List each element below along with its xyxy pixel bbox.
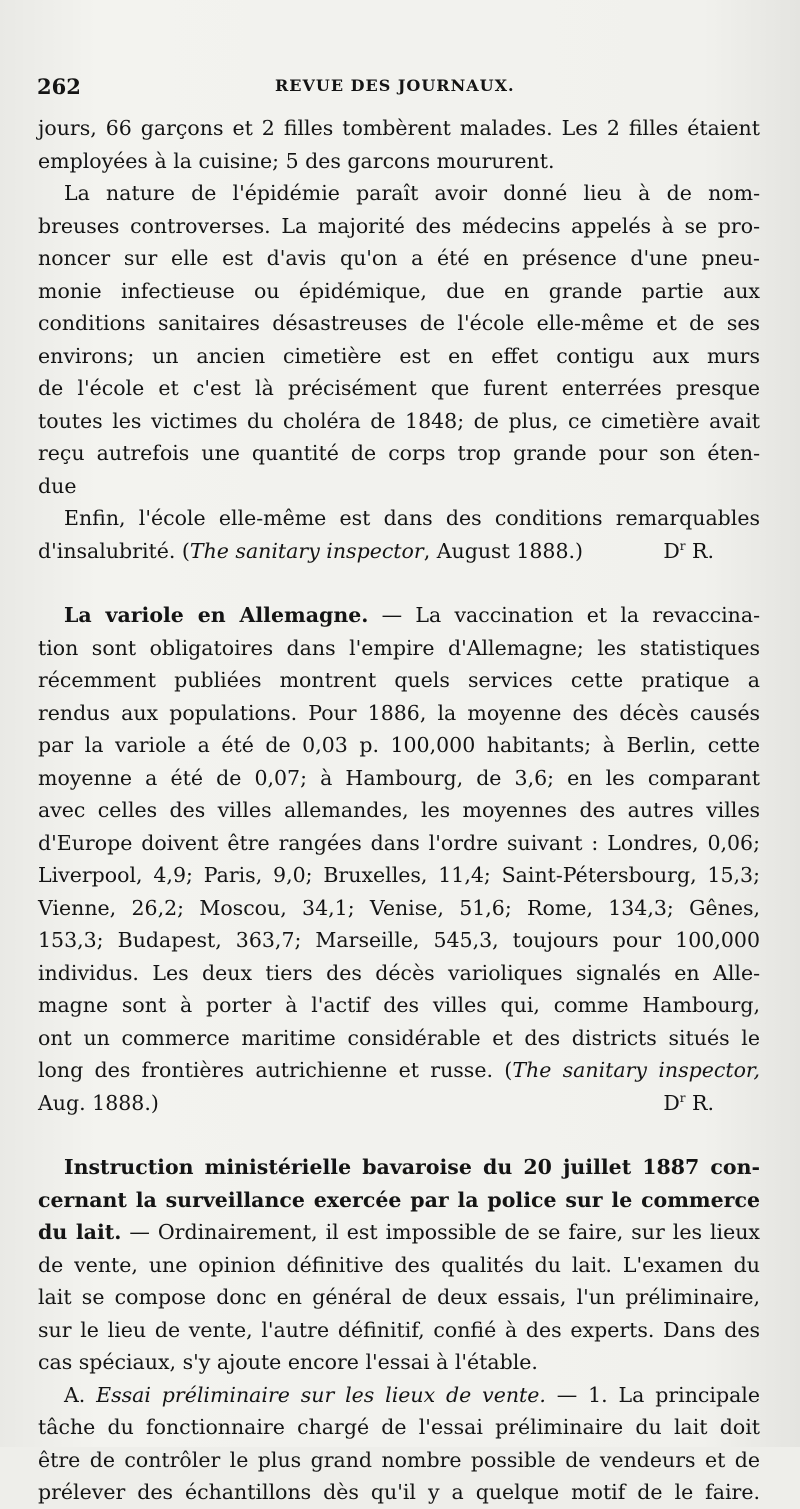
text-line: moyenne a été de 0,07; à Hambourg, de 3,6; en les comparant (38, 765, 760, 790)
text-line: d'Europe doivent être rangées dans l'ordre suivant : Londres, 0,06; (38, 830, 760, 855)
article-bavarian-milk (38, 1151, 760, 1509)
text-line: magne sont à porter à l'actif des villes qui, comme Hambourg, (38, 993, 760, 1017)
page-header (37, 70, 737, 100)
text-fragment: — 1. La principale (545, 1382, 760, 1407)
text-line: employées à la cuisine; 5 des garcons moururent. (38, 148, 555, 173)
text-line: de l'école et c'est là précisément que furent enterrées presque (38, 376, 760, 400)
article-variole (38, 599, 760, 1119)
text-line-with-title (38, 599, 760, 632)
text-fragment: d'insalubrité. ( (38, 538, 190, 563)
text-line-with-title (38, 1216, 760, 1249)
text-fragment: — La vaccination et la revaccina- (368, 603, 760, 627)
text-fragment: Aug. 1888.) (38, 1090, 159, 1115)
text-line: Vienne, 26,2; Moscou, 34,1; Venise, 51,6; Rome, 134,3; Gênes, (38, 895, 760, 920)
text-line: conditions sanitaires désastreuses de l'école elle-même et de ses (38, 311, 760, 335)
running-head: REVUE DES JOURNAUX. (275, 76, 515, 95)
text-fragment: long des frontières autrichienne et russe. ( (38, 1058, 513, 1082)
text-line: rendus aux populations. Pour 1886, la moyenne des décès causés (38, 700, 760, 725)
text-line: monie infectieuse ou épidémique, due en grande partie aux (38, 278, 760, 303)
article-title-line: cernant la surveillance exercée par la police sur le commerce (38, 1187, 760, 1212)
text-line: noncer sur elle est d'avis qu'on a été en présence d'une pneu- (38, 246, 760, 270)
text-line: environs; un ancien cimetière est en effet contigu aux murs (38, 343, 760, 368)
text-line: toutes les victimes du choléra de 1848; de plus, ce cimetière avait (38, 408, 760, 433)
text-line: 153,3; Budapest, 363,7; Marseille, 545,3, toujours pour 100,000 (38, 928, 760, 952)
author-signature: $D^r$ R. (663, 538, 714, 563)
text-line: tâche du fonctionnaire chargé de l'essai préliminaire du lait doit (38, 1415, 760, 1439)
text-line: par la variole a été de 0,03 p. 100,000 habitants; à Berlin, cette (38, 733, 760, 757)
text-line: tion sont obligatoires dans l'empire d'Allemagne; les statistiques (38, 635, 760, 660)
page-number: 262 (37, 74, 81, 99)
text-line: être de contrôler le plus grand nombre possible de vendeurs et de (38, 1447, 760, 1472)
article-title-end: du lait. (38, 1220, 122, 1244)
subsection-title: Essai préliminaire sur les lieux de vente. (96, 1382, 546, 1407)
text-line: reçu autrefois une quantité de corps trop grande pour son éten- (38, 441, 760, 465)
subsection-line (38, 1379, 760, 1412)
text-line: ont un commerce maritime considérable et des districts situés le (38, 1025, 760, 1050)
text-line: due (38, 473, 77, 498)
text-line: sur le lieu de vente, l'autre définitif, confié à des experts. Dans des (38, 1317, 760, 1342)
text-line: prélever des échantillons dès qu'il y a quelque motif de le faire. (38, 1480, 760, 1504)
text-fragment: — Ordinairement, il est impossible de se faire, sur les lieux (121, 1220, 760, 1244)
text-line-with-citation (38, 535, 760, 568)
text-line: de vente, une opinion définitive des qualités du lait. L'examen du (38, 1252, 760, 1277)
text-line: jours, 66 garçons et 2 filles tombèrent malades. Les 2 filles étaient (38, 116, 760, 140)
text-line: breuses controverses. La majorité des médecins appelés à se pro- (38, 213, 760, 238)
text-line: La nature de l'épidémie paraît avoir donné lieu à de nom- (64, 181, 760, 205)
journal-citation: The sanitary inspector (189, 538, 424, 563)
text-line: avec celles des villes allemandes, les moyennes des autres villes (38, 798, 760, 822)
article-title: La variole en Allemagne. (64, 603, 369, 627)
journal-citation: The sanitary inspector, (512, 1058, 760, 1082)
text-line: individus. Les deux tiers des décès varioliques signalés en Alle- (38, 960, 760, 985)
page-body (38, 112, 760, 1509)
text-line-with-signature (38, 1087, 760, 1120)
text-line: Enfin, l'école elle-même est dans des conditions remarquables (64, 506, 760, 530)
text-line: cas spéciaux, s'y ajoute encore l'essai à l'étable. (38, 1350, 538, 1374)
text-fragment: , August 1888.) (423, 538, 584, 563)
text-line: lait se compose donc en général de deux essais, l'un préliminaire, (38, 1285, 760, 1309)
text-line: Liverpool, 4,9; Paris, 9,0; Bruxelles, 11,4; Saint-Pétersbourg, 15,3; (38, 863, 760, 887)
text-line: récemment publiées montrent quels services cette pratique a (38, 668, 760, 692)
subsection-label: A. (64, 1382, 97, 1407)
article-title-line: Instruction ministérielle bavaroise du 20 juillet 1887 con- (64, 1155, 760, 1179)
author-signature: $D^r$ R. (663, 1090, 714, 1115)
text-line-with-citation (38, 1054, 760, 1087)
article-sanitary-school (38, 112, 760, 567)
